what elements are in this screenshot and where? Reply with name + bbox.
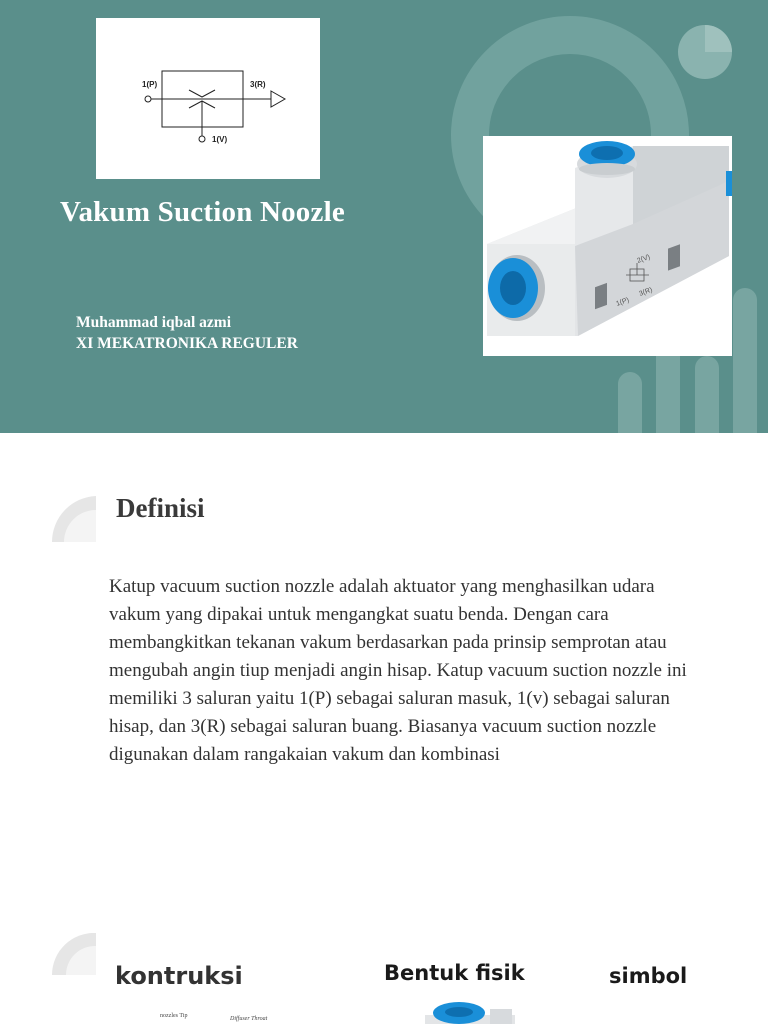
vacuum-nozzle-product-photo bbox=[483, 136, 732, 356]
vacuum-nozzle-symbol-diagram bbox=[96, 18, 320, 179]
definition-heading: Definisi bbox=[116, 493, 205, 523]
symbol-port-p-label: 1(P) bbox=[142, 80, 158, 89]
engraved-port-p: 1(P) bbox=[615, 296, 631, 308]
bentuk-fisik-label: Bentuk fisik bbox=[384, 961, 525, 985]
nozzle-tip-caption: nozzles Tip bbox=[160, 1013, 188, 1019]
definition-paragraph: Katup vacuum suction nozzle adalah aktuator yang menghasilkan udara vakum yang dipakai untuk mengangkat suatu benda. Dengan cara membangkitkan tekanan vakum berdasarkan pada prinsip semprotan atau mengubah angin tiup menjadi angin hisap. Katup vacuum suction nozzle ini memiliki 3 saluran yaitu 1(P) sebagai saluran masuk, 1(v) sebagai saluran hisap, dan 3(R) sebagai saluran buang. Biasanya vacuum suction nozzle digunakan dalam rangakaian vakum dan kombinasi bbox=[109, 576, 687, 765]
engraved-port-v: 2(V) bbox=[636, 253, 652, 265]
definition-slide bbox=[0, 433, 768, 903]
construction-slide bbox=[0, 903, 768, 1024]
product-photo-partial bbox=[425, 999, 515, 1024]
title-slide bbox=[0, 0, 768, 433]
presentation-title: Vakum Suction Noozle bbox=[60, 196, 345, 228]
author-class: XI MEKATRONIKA REGULER bbox=[76, 335, 298, 352]
simbol-label: simbol bbox=[609, 964, 688, 988]
symbol-port-r-label: 3(R) bbox=[250, 80, 266, 89]
author-block bbox=[76, 312, 298, 354]
author-name: Muhammad iqbal azmi bbox=[76, 314, 232, 331]
kontruksi-label: kontruksi bbox=[115, 962, 243, 990]
quarter-circle-decoration bbox=[52, 933, 96, 975]
diffuser-throat-caption: Diffuser Throat bbox=[230, 1016, 268, 1022]
symbol-port-v-label: 1(V) bbox=[212, 135, 228, 144]
quarter-circle-decoration bbox=[52, 496, 96, 542]
engraved-port-r: 3(R) bbox=[638, 286, 654, 298]
